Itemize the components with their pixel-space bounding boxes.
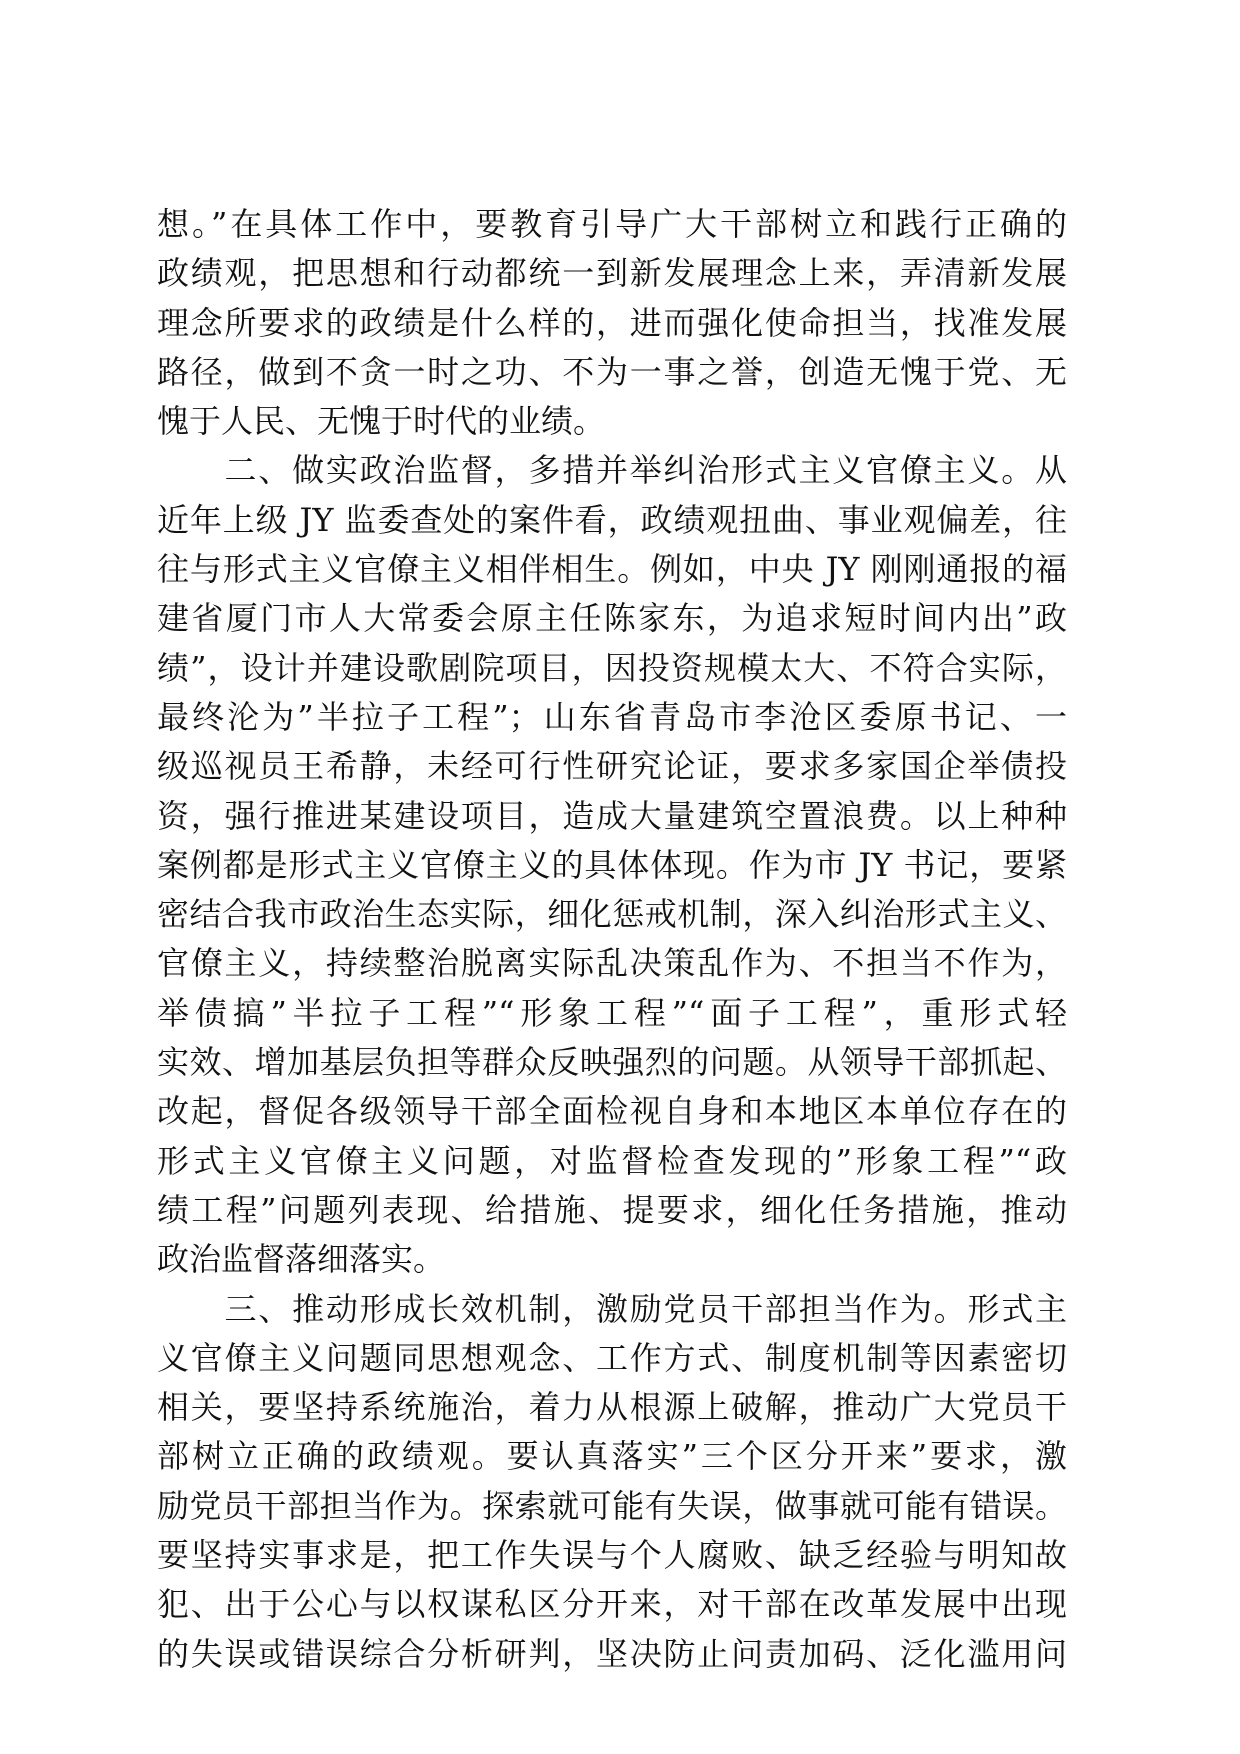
text-line: 的失误或错误综合分析研判，坚决防止问责加码、泛化滥用问 (157, 1634, 1067, 1673)
text-line: 资，强行推进某建设项目，造成大量建筑空置浪费。以上种种 (157, 796, 1067, 835)
text-line: 形式主义官僚主义问题，对监督检查发现的”形象工程”“政 (157, 1141, 1067, 1180)
text-line: 绩工程”问题列表现、给措施、提要求，细化任务措施，推动 (157, 1190, 1067, 1229)
text-line: 相关，要坚持系统施治，着力从根源上破解，推动广大党员干 (157, 1388, 1067, 1427)
text-line: 政绩观，把思想和行动都统一到新发展理念上来，弄清新发展 (157, 254, 1067, 293)
text-line: 密结合我市政治生态实际，细化惩戒机制，深入纠治形式主义、 (157, 895, 1067, 934)
text-line: 愧于人民、无愧于时代的业绩。 (157, 402, 606, 441)
text-line: 举债搞”半拉子工程”“形象工程”“面子工程”，重形式轻 (157, 993, 1067, 1032)
text-line: 三、推动形成长效机制，激励党员干部担当作为。形式主 (157, 1289, 1067, 1328)
text-line: 建省厦门市人大常委会原主任陈家东，为追求短时间内出”政 (157, 599, 1067, 638)
text-line: 想。”在具体工作中，要教育引导广大干部树立和践行正确的 (157, 205, 1067, 243)
text-line: 义官僚主义问题同思想观念、工作方式、制度机制等因素密切 (157, 1338, 1067, 1377)
text-line: 案例都是形式主义官僚主义的具体体现。作为市 JY 书记，要紧 (157, 845, 1067, 884)
text-line: 政治监督落细落实。 (157, 1240, 446, 1279)
text-line: 实效、增加基层负担等群众反映强烈的问题。从领导干部抓起、 (157, 1043, 1067, 1082)
text-line: 犯、出于公心与以权谋私区分开来，对干部在改革发展中出现 (157, 1585, 1067, 1624)
text-line: 改起，督促各级领导干部全面检视自身和本地区本单位存在的 (157, 1092, 1067, 1131)
text-line: 最终沦为”半拉子工程”；山东省青岛市李沧区委原书记、一 (157, 697, 1067, 736)
text-line: 二、做实政治监督，多措并举纠治形式主义官僚主义。从 (157, 451, 1067, 490)
text-line: 级巡视员王希静，未经可行性研究论证，要求多家国企举债投 (157, 747, 1067, 786)
text-line: 近年上级 JY 监委查处的案件看，政绩观扭曲、事业观偏差，往 (157, 500, 1067, 539)
paragraph-3 (157, 1285, 1067, 1679)
paragraph-2 (157, 446, 1067, 1284)
paragraph-1 (157, 200, 1067, 446)
text-line: 部树立正确的政绩观。要认真落实”三个区分开来”要求，激 (157, 1437, 1067, 1476)
text-line: 往与形式主义官僚主义相伴相生。例如，中央 JY 刚刚通报的福 (157, 550, 1067, 589)
text-line: 理念所要求的政绩是什么样的，进而强化使命担当，找准发展 (157, 303, 1067, 342)
text-line: 官僚主义，持续整治脱离实际乱决策乱作为、不担当不作为， (157, 944, 1067, 983)
text-line: 要坚持实事求是，把工作失误与个人腐败、缺乏经验与明知故 (157, 1536, 1067, 1575)
text-line: 路径，做到不贪一时之功、不为一事之誉，创造无愧于党、无 (157, 352, 1067, 391)
document-body (157, 200, 1067, 1679)
text-line: 绩”，设计并建设歌剧院项目，因投资规模太大、不符合实际， (157, 648, 1067, 687)
text-line: 励党员干部担当作为。探索就可能有失误，做事就可能有错误。 (157, 1486, 1067, 1525)
